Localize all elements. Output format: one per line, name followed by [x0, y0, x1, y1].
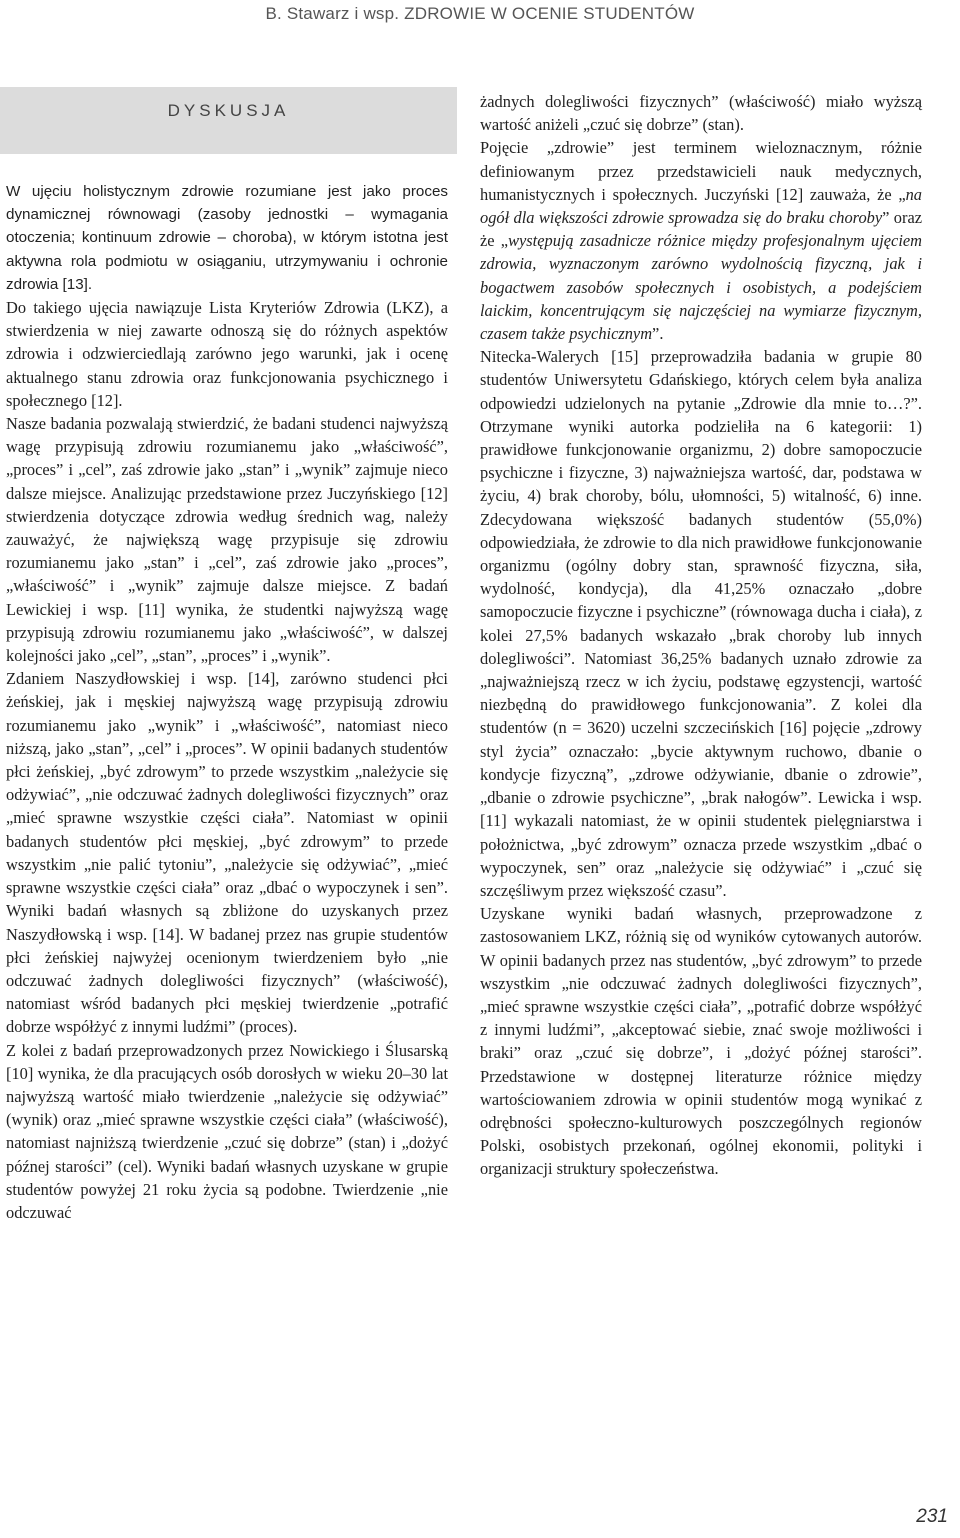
text-run: Pojęcie „zdrowie” jest terminem wieloznacznym, różnie definiowanym przez przedstawicieli nauk medycznych, humanistycznych i społecznych. Juczyński [12] zauważa, że „ — [480, 138, 922, 204]
paragraph: Nitecka-Walerych [15] przeprowadziła badania w grupie 80 studentów Uniwersytetu Gdańskiego, których celem była analiza odpowiedzi udzielonych na pytanie „Zdrowie dla mnie to…?”. Otrzymane wyniki autorka podzieliła na 6 kategorii: 1) prawidłowe funkcjonowanie organizmu, 2) dobre samopoczucie psychiczne i fizyczne, 3) najważniejsza wartość, dar, podstawa w życiu, 4) brak choroby, bólu, ułomności, 5) witalność, 6) inne. Zdecydowana większość badanych studentów (55,0%) odpowiedziała, że zdrowie to dla nich prawidłowe funkcjonowanie organizmu (ogólny dobry stan, sprawność fizyczna, siła, wydolność, kondycja), dla 41,25% oznaczało „dobre samopoczucie fizyczne i psychiczne” (równowaga ducha i ciała), z kolei 27,5% badanych wskazało „brak choroby lub innych dolegliwości”. Natomiast 36,25% badanych uznało zdrowie za „najważniejszą rzecz w ich życiu, podstawę egzystencji, wartość niezbędną do prawidłowego funkcjonowania”. Z kolei dla studentów (n = 3620) uczelni szczecińskich [16] pojęcie „zdrowy styl życia” oznaczało: „bycie aktywnym ruchowo, dbanie o kondycje fizyczną”, „zdrowe odżywianie, dbanie o zdrowie”, „dbanie o zdrowie psychiczne”, „brak nałogów”. Lewicka i wsp. [11] wykazali natomiast, że w opinii studentek pielęgniarstwa i położnictwa, „być zdrowym” oznacza przede wszystkim „dbać o wypoczynek, sen” oraz „należycie się odżywiać” i „czuć się szczęśliwym przez większość czasu”. — [480, 347, 922, 900]
right-column — [480, 90, 922, 1181]
italic-quote: na ogół dla większości zdrowie sprowadza się do braku choroby — [480, 184, 922, 228]
left-column — [6, 180, 448, 1224]
paragraph: W ujęciu holistycznym zdrowie rozumiane jest jako proces dynamicznej równowagi (zasoby jednostki – wymagania otoczenia; kontinuum zdrowie – choroba), w którym istotna jest aktywna rola podmiotu w osiąganiu, utrzymywaniu i ochronie zdrowia [13]. — [6, 183, 448, 293]
paragraph: Zdaniem Naszydłowskiej i wsp. [14], zarówno studenci płci żeńskiej, jak i męskiej najwyższą wagę przypisują zdrowiu rozumianemu jako „wynik” i „właściwość”, natomiast nieco niższą, jako „stan”, „cel” i „proces”. W opinii badanych studentów płci żeńskiej, „być zdrowym” to przede wszystkim „należycie się odżywiać”, „nie odczuwać żadnych dolegliwości fizycznych” oraz „mieć sprawne wszystkie części ciała”. Natomiast w opinii badanych studentów płci męskiej, „być zdrowym” to przede wszystkim „nie palić tytoniu”, „należycie się odżywiać”, „mieć sprawne wszystkie części ciała” oraz „dbać o wypoczynek i sen”. Wyniki badań własnych są zbliżone do uzyskanych przez Naszydłowską i wsp. [14]. W badanej przez nas grupie studentów płci żeńskiej najwyżej ocenionym twierdzeniem było „nie odczuwać żadnych dolegliwości fizycznych” (właściwość), natomiast wśród badanych płci męskiej twierdzenie „potrafić dobrze współżyć z innymi ludźmi” (proces). — [6, 669, 448, 1037]
text-run: ”. — [652, 324, 664, 344]
paragraph: żadnych dolegliwości fizycznych” (właściwość) miało wyższą wartość aniżeli „czuć się dobrze” (stan). — [480, 92, 922, 135]
paragraph: Nasze badania pozwalają stwierdzić, że badani studenci najwyższą wagę przypisują zdrowiu rozumianemu jako „właściwość”, „proces” i „cel”, zaś zdrowie jako „stan” i „wynik” zajmuje nieco dalsze miejsce. Analizując przedstawione przez Juczyńskiego [12] stwierdzenia dotyczące zdrowia według średnich wag, należy zauważyć, że największą wagę przypisuje się zdrowiu rozumianemu jako „stan” i „cel”, zaś zdrowie jako „proces”, „właściwość” i „wynik” zajmuje dalsze miejsce. Z badań Lewickiej i wsp. [11] wynika, że studentki najwyższą wagę przypisują zdrowiu rozumianemu jako „właściwość”, w dalszej kolejności jako „cel”, „stan”, „proces” i „wynik”. — [6, 414, 448, 666]
paragraph: Uzyskane wyniki badań własnych, przeprowadzone z zastosowaniem LKZ, różnią się od wyników cytowanych autorów. W opinii badanych przez nas studentów, „być zdrowym” to przede wszystkim „nie odczuwać żadnych dolegliwości fizycznych”, „mieć sprawne wszystkie części ciała”, „potrafić dobrze współżyć z innymi ludźmi”, „akceptować siebie, znać swoje możliwości i braki” oraz „czuć się dobrze”, i „dożyć późnej starości”. Przedstawione w dostępnej literaturze różnice między wartościowaniem zdrowia w opinii studentów mogą wynikać z odrębności społeczno-kulturowych poszczególnych regionów Polski, osobistych przekonań, ogólnej ekonomii, polityki i organizacji struktury społeczeństwa. — [480, 904, 922, 1179]
text-run: ” oraz że „ — [480, 208, 922, 251]
paragraph — [480, 136, 922, 345]
paragraph: Do takiego ujęcia nawiązuje Lista Kryteriów Zdrowia (LKZ), a stwierdzenia w niej zawarte odnoszą się do różnych aspektów zdrowia i odzwierciedlają zarówno jego warunki, jak i ocenę aktualnego stanu zdrowia oraz funkcjonowania psychicznego i społecznego [12]. — [6, 298, 448, 410]
running-header: B. Stawarz i wsp. ZDROWIE W OCENIE STUDENTÓW — [265, 4, 695, 23]
paragraph: Z kolei z badań przeprowadzonych przez Nowickiego i Ślusarską [10] wynika, że dla pracujących osób dorosłych w wieku 20–30 lat najwyższą wartość miało twierdzenie „należycie się odżywiać” (wynik) oraz „mieć sprawne wszystkie części ciała” (właściwość), natomiast najniższą twierdzenie „czuć się dobrze” (stan) i „dożyć późnej starości” (cel). Wyniki badań własnych uzyskane w grupie studentów powyżej 21 roku życia są podobne. Twierdzenie „nie odczuwać — [6, 1040, 448, 1222]
italic-quote: występują zasadnicze różnice między profesjonalnym ujęciem zdrowia, wyznaczonym zarówno wydolnością fizyczną, jak i bogactwem zasobów społecznych i osobistych, a podejściem laickim, koncentrującym się najczęściej na wymiarze fizycznym, czasem także psychicznym — [480, 231, 922, 344]
page-number: 231 — [916, 1506, 948, 1527]
section-title: DYSKUSJA — [167, 101, 290, 120]
